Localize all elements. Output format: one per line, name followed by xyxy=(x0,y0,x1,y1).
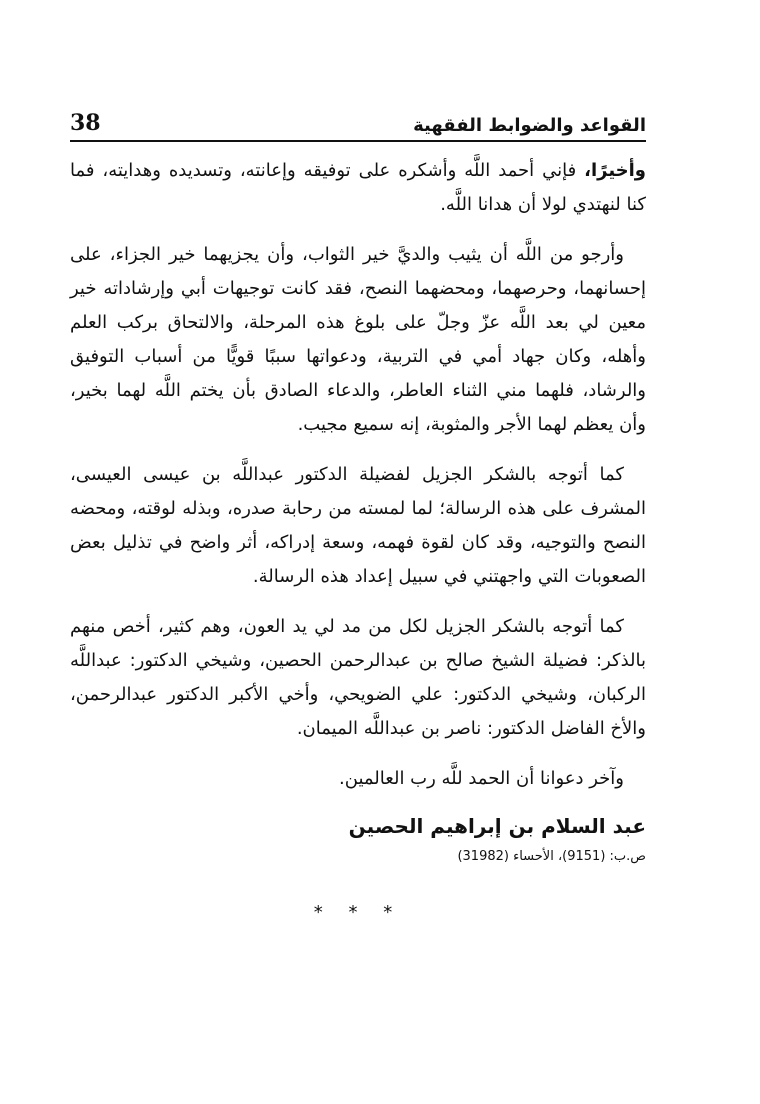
paragraph-text: كما أتوجه بالشكر الجزيل لفضيلة الدكتور عبداللَّه بن عيسى العيسى، المشرف على هذه الرسالة؛ لما لمسته من رحابة صدره، وبذله لوقته، ومحضه النصح والتوجيه، وقد كان لقوة فهمه، وسعة إدراكه، أثر واضح في تذليل بعض الصعوبات التي واجهتني في سبيل إعداد هذه الرسالة. xyxy=(70,464,646,587)
paragraph-helpers xyxy=(70,610,646,746)
paragraph-final-thanks xyxy=(70,154,646,222)
paragraph-text: فإني أحمد اللَّه وأشكره على توفيقه وإعانته، وتسديده وهدايته، فما كنا لنهتدي لولا أن هدانا اللَّه. xyxy=(70,160,646,215)
page-header xyxy=(70,96,646,142)
paragraph-text: وأرجو من اللَّه أن يثيب والديَّ خير الثواب، وأن يجزيهما خير الجزاء، على إحسانهما، وحرصهما، ومحضهما النصح، فقد كانت توجيهات أبي وإرشاداته خير معين لي بعد اللَّه عزّ وجلّ على بلوغ هذه المرحلة، والالتحاق بركب العلم وأهله، وكان جهاد أمي في التربية، ودعواتها سببًا قويًّا من أسباب التوفيق والرشاد، فلهما مني الثناء العاطر، والدعاء الصادق بأن يختم اللَّه لهما بخير، وأن يعظم لهما الأجر والمثوبة، إنه سميع مجيب. xyxy=(70,244,646,435)
paragraph-lead-word: وأخيرًا، xyxy=(584,160,646,181)
running-title: القواعد والضوابط الفقهية xyxy=(413,115,646,136)
paragraph-parents xyxy=(70,238,646,442)
page-body xyxy=(70,154,646,796)
author-signature: عبد السلام بن إبراهيم الحصين xyxy=(348,814,646,838)
author-address: ص.ب: (9151)، الأحساء (31982) xyxy=(457,849,646,864)
page-number: 38 xyxy=(70,110,101,136)
paragraph-supervisor xyxy=(70,458,646,594)
document-page xyxy=(70,96,646,923)
closing-line: وآخر دعوانا أن الحمد للَّه رب العالمين. xyxy=(339,768,624,789)
section-separator: * * * xyxy=(313,902,403,923)
paragraph-text: كما أتوجه بالشكر الجزيل لكل من مد لي يد العون، وهم كثير، أخص منهم بالذكر: فضيلة الشيخ صالح بن عبدالرحمن الحصين، وشيخي الدكتور: عبداللَّه الركبان، وشيخي الدكتور: علي الضويحي، وأخي الأكبر الدكتور عبدالرحمن، والأخ الفاضل الدكتور: ناصر بن عبداللَّه الميمان. xyxy=(70,616,646,739)
